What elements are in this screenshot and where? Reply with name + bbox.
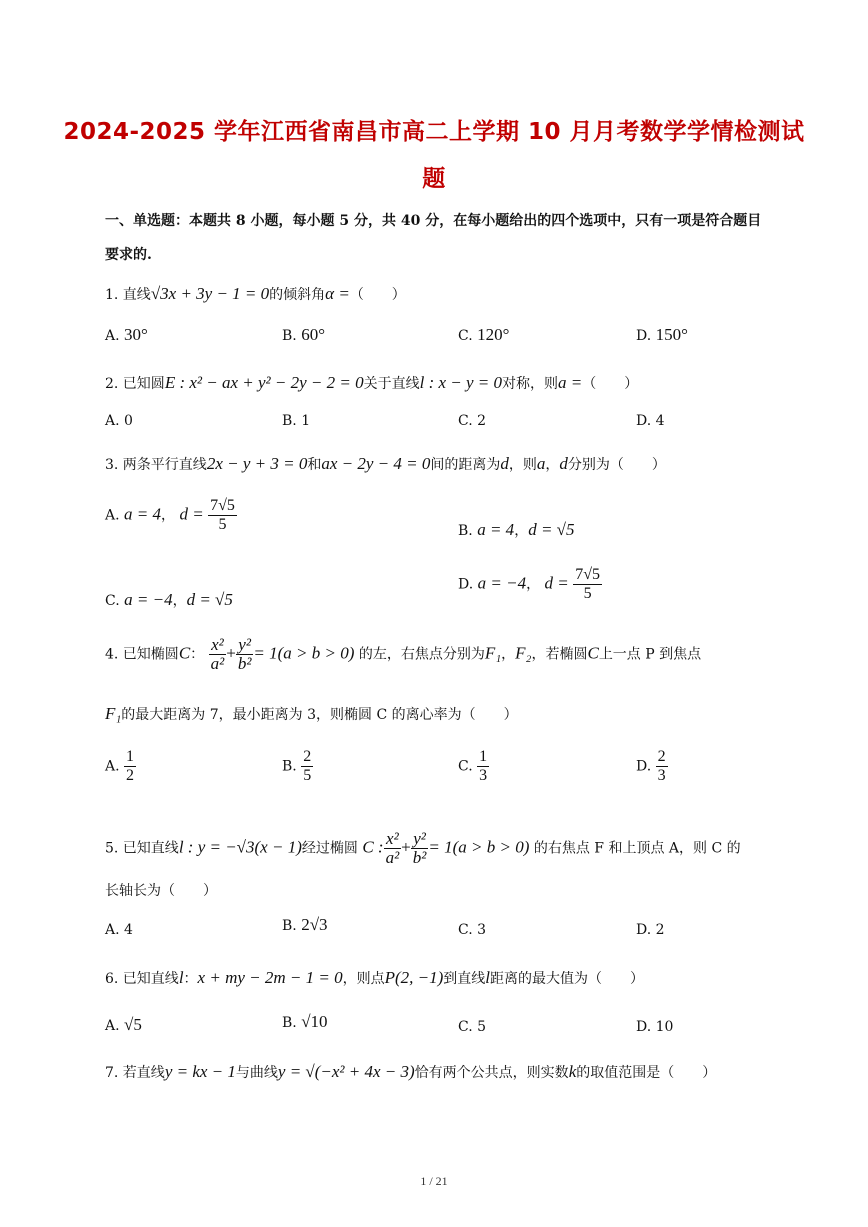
q2-option-c: C. 2	[458, 413, 487, 429]
question-6-stem: 6. 已知直线l：x + my − 2m − 1 = 0，则点P(2, −1)到直线l距离的最大值为（ ）	[105, 968, 644, 987]
q2-option-b: B. 1	[282, 413, 311, 429]
q5-option-a: A. 4	[105, 922, 133, 938]
q1-option-a: A. 30°	[105, 325, 148, 344]
q5-fraction-y: $\frac{\text{y²}}{\text{b²}}$	[412, 829, 427, 867]
q3-a-fraction: $\frac{7√5}{5}$	[210, 497, 235, 533]
q6-option-d: D. 10	[636, 1019, 674, 1035]
section-heading: 一、单选题：本题共 8 小题，每小题 5 分，共 40 分，在每小题给出的四个选项中，只有一项是符合题目要求的.	[105, 213, 762, 263]
page-number: 1 / 21	[420, 1174, 448, 1188]
q5-option-b: B. 2√3	[282, 915, 328, 934]
question-2-stem: 2. 已知圆E : x² − ax + y² − 2y − 2 = 0关于直线l : x − y = 0对称，则a =（ ）	[105, 373, 639, 392]
q4-fraction-x: $\frac{\text{x²}}{\text{a²}}$	[210, 635, 225, 673]
exam-title-line2: 题	[422, 166, 446, 192]
q3-option-a: A. a = 4， d = $\frac{7√5}{5}$	[105, 497, 235, 533]
question-1-stem: 1. 直线√3x + 3y − 1 = 0的倾斜角α =（ ）	[105, 284, 406, 303]
q6-option-c: C. 5	[458, 1019, 487, 1035]
question-4-stem: 4. 已知椭圆C： $\frac{\text{x²}}{\text{a²}}$ + $\frac{\text{y²}}{\text{b²}}$ = 1(a > b > 0) 的左，右焦点分别为F₁，F₂，若椭圆C上一点 P 到焦点	[105, 635, 702, 673]
q3-d-fraction: $\frac{7√5}{5}$	[575, 566, 601, 602]
question-5-stem: 5. 已知直线l : y = −√3(x − 1)经过椭圆 C : $\frac{\text{x²}}{\text{a²}}$ + $\frac{\text{y²}}{\text{b²}}$ = 1(a > b > 0) 的右焦点 F 和上顶点 A，则 C 的	[105, 829, 741, 867]
q3-option-c: C. a = −4，d = √5	[105, 590, 233, 609]
q5-fraction-x: $\frac{\text{x²}}{\text{a²}}$	[385, 829, 400, 867]
q5-option-d: D. 2	[636, 922, 665, 938]
q1-option-b: B. 60°	[282, 325, 326, 344]
question-3-stem: 3. 两条平行直线2x − y + 3 = 0和ax − 2y − 4 = 0间的距离为d，则a，d分别为（ ）	[105, 454, 666, 473]
q4-option-b: B. $\frac{2}{5}$	[282, 748, 312, 784]
question-4-line2: F₁的最大距离为 7，最小距离为 3，则椭圆 C 的离心率为（ ）	[105, 704, 518, 723]
q2-option-a: A. 0	[105, 413, 133, 429]
q4-fraction-y: $\frac{\text{y²}}{\text{b²}}$	[237, 635, 252, 673]
q3-option-d: D. a = −4， d = $\frac{7√5}{5}$	[458, 566, 601, 602]
q1-option-c: C. 120°	[458, 325, 510, 344]
question-5-line2: 长轴长为（ ）	[105, 883, 217, 899]
q4-option-c: C. $\frac{1}{3}$	[458, 748, 488, 784]
q1-option-d: D. 150°	[636, 325, 688, 344]
question-7-stem: 7. 若直线y = kx − 1与曲线y = √(−x² + 4x − 3)恰有两个公共点，则实数k的取值范围是（ ）	[105, 1062, 717, 1081]
q5-option-c: C. 3	[458, 922, 487, 938]
exam-title-line1: 2024-2025 学年江西省南昌市高二上学期 10 月月考数学学情检测试	[63, 119, 805, 145]
q6-option-a: A. √5	[105, 1015, 142, 1034]
q6-option-b: B. √10	[282, 1012, 328, 1031]
q4-option-a: A. $\frac{1}{2}$	[105, 748, 135, 784]
q3-option-b: B. a = 4，d = √5	[458, 520, 575, 539]
q4-option-d: D. $\frac{2}{3}$	[636, 748, 666, 784]
q2-option-d: D. 4	[636, 413, 665, 429]
